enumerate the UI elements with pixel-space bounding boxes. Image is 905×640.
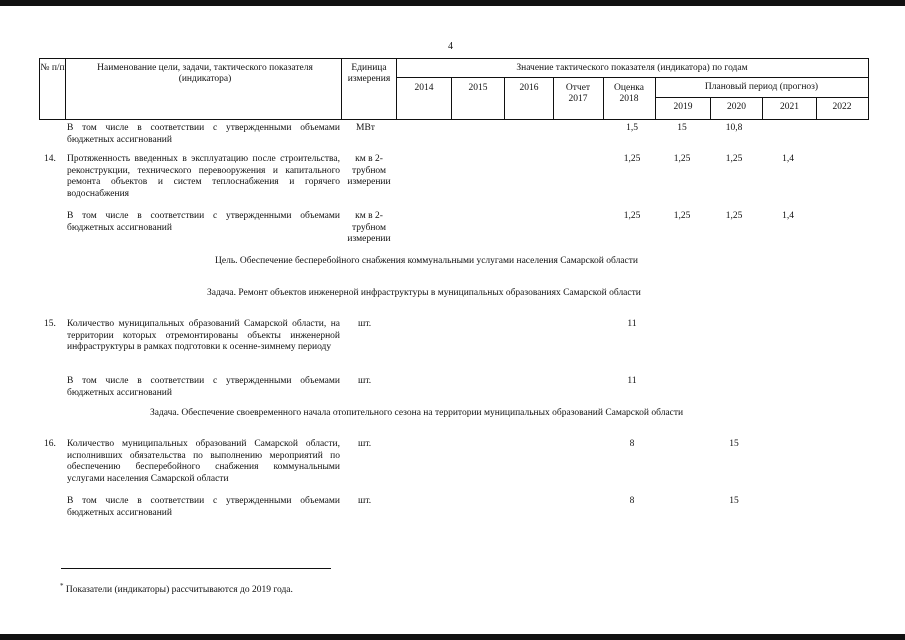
row-unit: шт. [358,319,372,329]
top-scan-border [0,0,905,6]
header-year-2019: 2019 [673,102,693,112]
row-name: В том числе в соответствии с утвержденными объемами бюджетных ассигнований [67,123,340,145]
header-divider [553,77,554,119]
header-divider [396,77,868,78]
row-unit: шт. [358,439,372,449]
row-value-2020: 15 [729,496,739,506]
row-value-2018: 8 [629,496,635,506]
header-year-2020: 2020 [727,102,746,112]
row-value-2020: 15 [729,439,739,449]
header-estimate-2018: Оценка 2018 [614,83,644,104]
row-value-2018: 11 [627,319,637,329]
row-name: В том числе в соответствии с утвержденными объемами бюджетных ассигнований [67,211,340,233]
row-value-2019: 1,25 [673,154,691,164]
row-name: Протяженность введенных в эксплуатацию после строительства, реконструкции, технического перевооружения и капитального ремонта объектов и систем теплоснабжения и горячего водоснабжения [67,154,340,200]
header-year-2014: 2014 [414,83,434,93]
footnote-text: Показатели (индикаторы) рассчитываются до 2019 года. [63,585,293,596]
header-col-values: Значение тактического показателя (индикатора) по годам [516,63,748,73]
row-unit: шт. [358,496,372,506]
row-name: Количество муниципальных образований Самарской области, исполнивших обязательства по выполнению мероприятий по обеспечению бесперебойного снабжения коммунальными услугами населения Самарской области [67,439,340,485]
task-heading: Задача. Ремонт объектов инженерной инфраструктуры в муниципальных образованиях Самарской области [207,288,641,298]
row-value-2018: 1,5 [626,123,638,133]
row-value-2019: 1,25 [673,211,691,221]
footnote-separator [61,568,331,569]
row-value-2020: 1,25 [725,211,743,221]
row-value-2018: 1,25 [623,154,641,164]
header-col-name: Наименование цели, задачи, тактического показателя (индикатора) [97,63,313,84]
row-value-2018: 1,25 [623,211,641,221]
footnote [60,582,293,595]
header-divider [603,77,604,119]
footnote-mark: * [60,582,64,590]
bottom-scan-border [0,634,905,640]
header-year-2021: 2021 [780,102,799,112]
header-col-number: № п/п [40,63,65,73]
header-plan-period: Плановый период (прогноз) [704,82,819,92]
row-name: Количество муниципальных образований Самарской области, на территории которых отремонтированы объекты инженерной инфраструктуры в рамках подготовки к осенне-зимнему периоду [67,319,340,353]
row-value-2021: 1,4 [782,154,794,164]
header-year-2022: 2022 [832,102,852,112]
row-number: 16. [44,439,56,449]
row-name: В том числе в соответствии с утвержденными объемами бюджетных ассигнований [67,496,340,518]
row-number: 14. [44,154,56,164]
row-name: В том числе в соответствии с утвержденными объемами бюджетных ассигнований [67,376,340,398]
goal-heading: Цель. Обеспечение бесперебойного снабжения коммунальными услугами населения Самарской области [215,256,638,266]
row-value-2018: 8 [629,439,635,449]
header-year-2016: 2016 [519,83,539,93]
row-value-2020: 1,25 [725,154,743,164]
header-divider [65,58,66,119]
header-report-2017: Отчет 2017 [565,83,591,104]
header-divider [655,97,868,98]
row-unit: шт. [358,376,372,386]
task-heading: Задача. Обеспечение своевременного начала отопительного сезона на территории муниципальных образований Самарской области [150,408,684,418]
header-col-unit: Единица измерения [347,63,391,84]
header-year-2015: 2015 [468,83,488,93]
row-value-2018: 11 [627,376,637,386]
page-number: 4 [448,41,453,52]
row-unit: МВт [356,123,375,133]
row-unit: км в 2-трубном измерении [347,211,391,245]
row-unit: км в 2-трубном измерении [347,154,391,188]
row-value-2021: 1,4 [782,211,794,221]
row-value-2020: 10,8 [725,123,743,133]
row-value-2019: 15 [677,123,687,133]
row-number: 15. [44,319,56,329]
